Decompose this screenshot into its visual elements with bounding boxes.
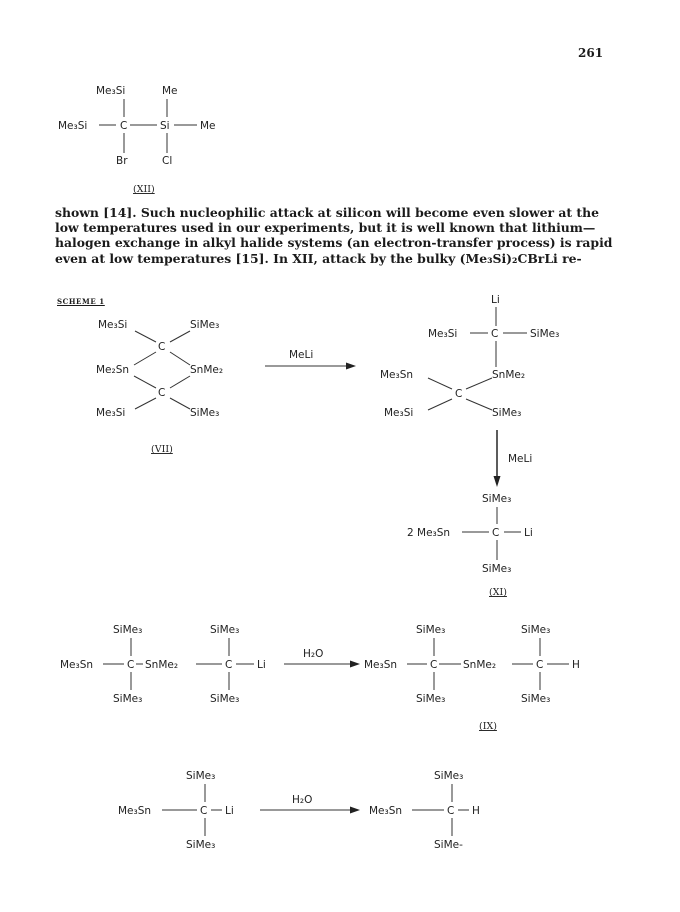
arrow-head — [346, 363, 356, 370]
atom-label: SnMe₂ — [492, 369, 526, 381]
bond — [466, 399, 492, 410]
bond — [428, 378, 452, 389]
atom-label: Me₃Si — [384, 407, 414, 419]
atom-label: Me₃Si — [98, 319, 128, 331]
structure-vii — [96, 319, 223, 455]
bond — [170, 331, 190, 342]
atom-label: Me₃Si — [428, 328, 458, 340]
scheme-label: SCHEME 1 — [57, 297, 105, 306]
atom-label: SiMe₃ — [482, 563, 512, 575]
structure-intermediate — [380, 294, 559, 419]
atom-label: SiMe₃ — [190, 319, 220, 331]
atom-label: H — [472, 805, 480, 817]
atom-label: Me₃Sn — [118, 805, 152, 817]
atom-label: C — [492, 527, 500, 539]
atom-label: SiMe₃ — [113, 624, 143, 636]
atom-label: SiMe₃ — [113, 693, 143, 705]
bond — [135, 398, 156, 409]
atom-label: Li — [225, 805, 234, 817]
reaction-arrow-meli-1 — [265, 349, 356, 370]
atom-label: SiMe₃ — [434, 770, 464, 782]
atom-label: SiMe₃ — [492, 407, 522, 419]
reagent-label: H₂O — [303, 648, 324, 660]
atom-label: C — [158, 341, 166, 353]
atom-label: Cl — [162, 155, 173, 167]
bond — [466, 378, 492, 389]
bond — [428, 399, 452, 410]
bond — [134, 376, 156, 388]
atom-label: Me₃Si — [58, 120, 88, 132]
compound-label: (XI) — [489, 587, 507, 598]
structure-xi — [407, 493, 533, 598]
bond — [134, 352, 156, 365]
paragraph-line: low temperatures used in our experiments, but it is well known that lithium— — [55, 220, 596, 236]
reagent-label: MeLi — [508, 453, 533, 465]
atom-label: Li — [524, 527, 533, 539]
compound-label: (IX) — [479, 721, 497, 732]
bond — [170, 352, 190, 365]
atom-label: SiMe₃ — [416, 693, 446, 705]
paragraph-line: shown [14]. Such nucleophilic attack at silicon will become even slower at the — [55, 205, 600, 220]
atom-label: Me₃Sn — [369, 805, 403, 817]
arrow-head — [494, 476, 501, 487]
atom-label: Me₃Si — [96, 407, 126, 419]
structure-xii — [58, 85, 216, 195]
atom-label: SiMe₃ — [521, 693, 551, 705]
bond — [170, 398, 190, 409]
atom-label: SiMe- — [434, 839, 463, 851]
atom-label: Me — [200, 120, 216, 132]
reaction-arrow-meli-2 — [494, 430, 533, 487]
atom-label: Me₂Sn — [96, 364, 130, 376]
bond — [170, 376, 190, 388]
structure-ix — [364, 624, 580, 732]
atom-label: C — [225, 659, 233, 671]
atom-label: C — [491, 328, 499, 340]
atom-label: SnMe₂ — [190, 364, 224, 376]
atom-label: Me — [162, 85, 178, 97]
structure-row2-reactant — [60, 624, 266, 705]
structure-row3-product — [369, 770, 480, 851]
reagent-label: MeLi — [289, 349, 314, 361]
atom-label: C — [430, 659, 438, 671]
arrow-head — [350, 807, 360, 814]
paragraph-line: even at low temperatures [15]. In XII, attack by the bulky (Me₃Si)₂CBrLi re- — [55, 250, 582, 266]
atom-label: SnMe₂ — [145, 659, 179, 671]
atom-label: SiMe₃ — [186, 770, 216, 782]
compound-label: (VII) — [151, 444, 173, 455]
atom-label: SiMe₃ — [482, 493, 512, 505]
atom-label: SiMe₃ — [210, 624, 240, 636]
atom-label: C — [455, 388, 463, 400]
atom-label: Me₃Sn — [364, 659, 398, 671]
atom-label: C — [120, 120, 128, 132]
page-number: 261 — [578, 46, 604, 60]
compound-label: (XII) — [133, 184, 155, 195]
atom-label: 2 Me₃Sn — [407, 527, 451, 539]
atom-label: H — [572, 659, 580, 671]
atom-label: SiMe₃ — [190, 407, 220, 419]
atom-label: SiMe₃ — [186, 839, 216, 851]
atom-label: SiMe₃ — [210, 693, 240, 705]
reaction-arrow-h2o-1 — [284, 648, 360, 668]
bond — [135, 331, 156, 342]
atom-label: SiMe₃ — [416, 624, 446, 636]
atom-label: C — [536, 659, 544, 671]
atom-label: Si — [160, 120, 170, 132]
atom-label: SiMe₃ — [530, 328, 560, 340]
paragraph-line: halogen exchange in alkyl halide systems (an electron-transfer process) is rapid — [55, 235, 613, 251]
atom-label: C — [447, 805, 455, 817]
atom-label: Me₃Sn — [380, 369, 414, 381]
atom-label: Li — [257, 659, 266, 671]
atom-label: Me₃Si — [96, 85, 126, 97]
arrow-head — [350, 661, 360, 668]
atom-label: Me₃Sn — [60, 659, 94, 671]
atom-label: Br — [116, 155, 128, 167]
atom-label: SiMe₃ — [521, 624, 551, 636]
reaction-arrow-h2o-2 — [260, 794, 360, 814]
atom-label: C — [200, 805, 208, 817]
reagent-label: H₂O — [292, 794, 313, 806]
structure-row3-reactant — [118, 770, 234, 851]
atom-label: SnMe₂ — [463, 659, 497, 671]
atom-label: Li — [491, 294, 500, 306]
atom-label: C — [127, 659, 135, 671]
atom-label: C — [158, 387, 166, 399]
